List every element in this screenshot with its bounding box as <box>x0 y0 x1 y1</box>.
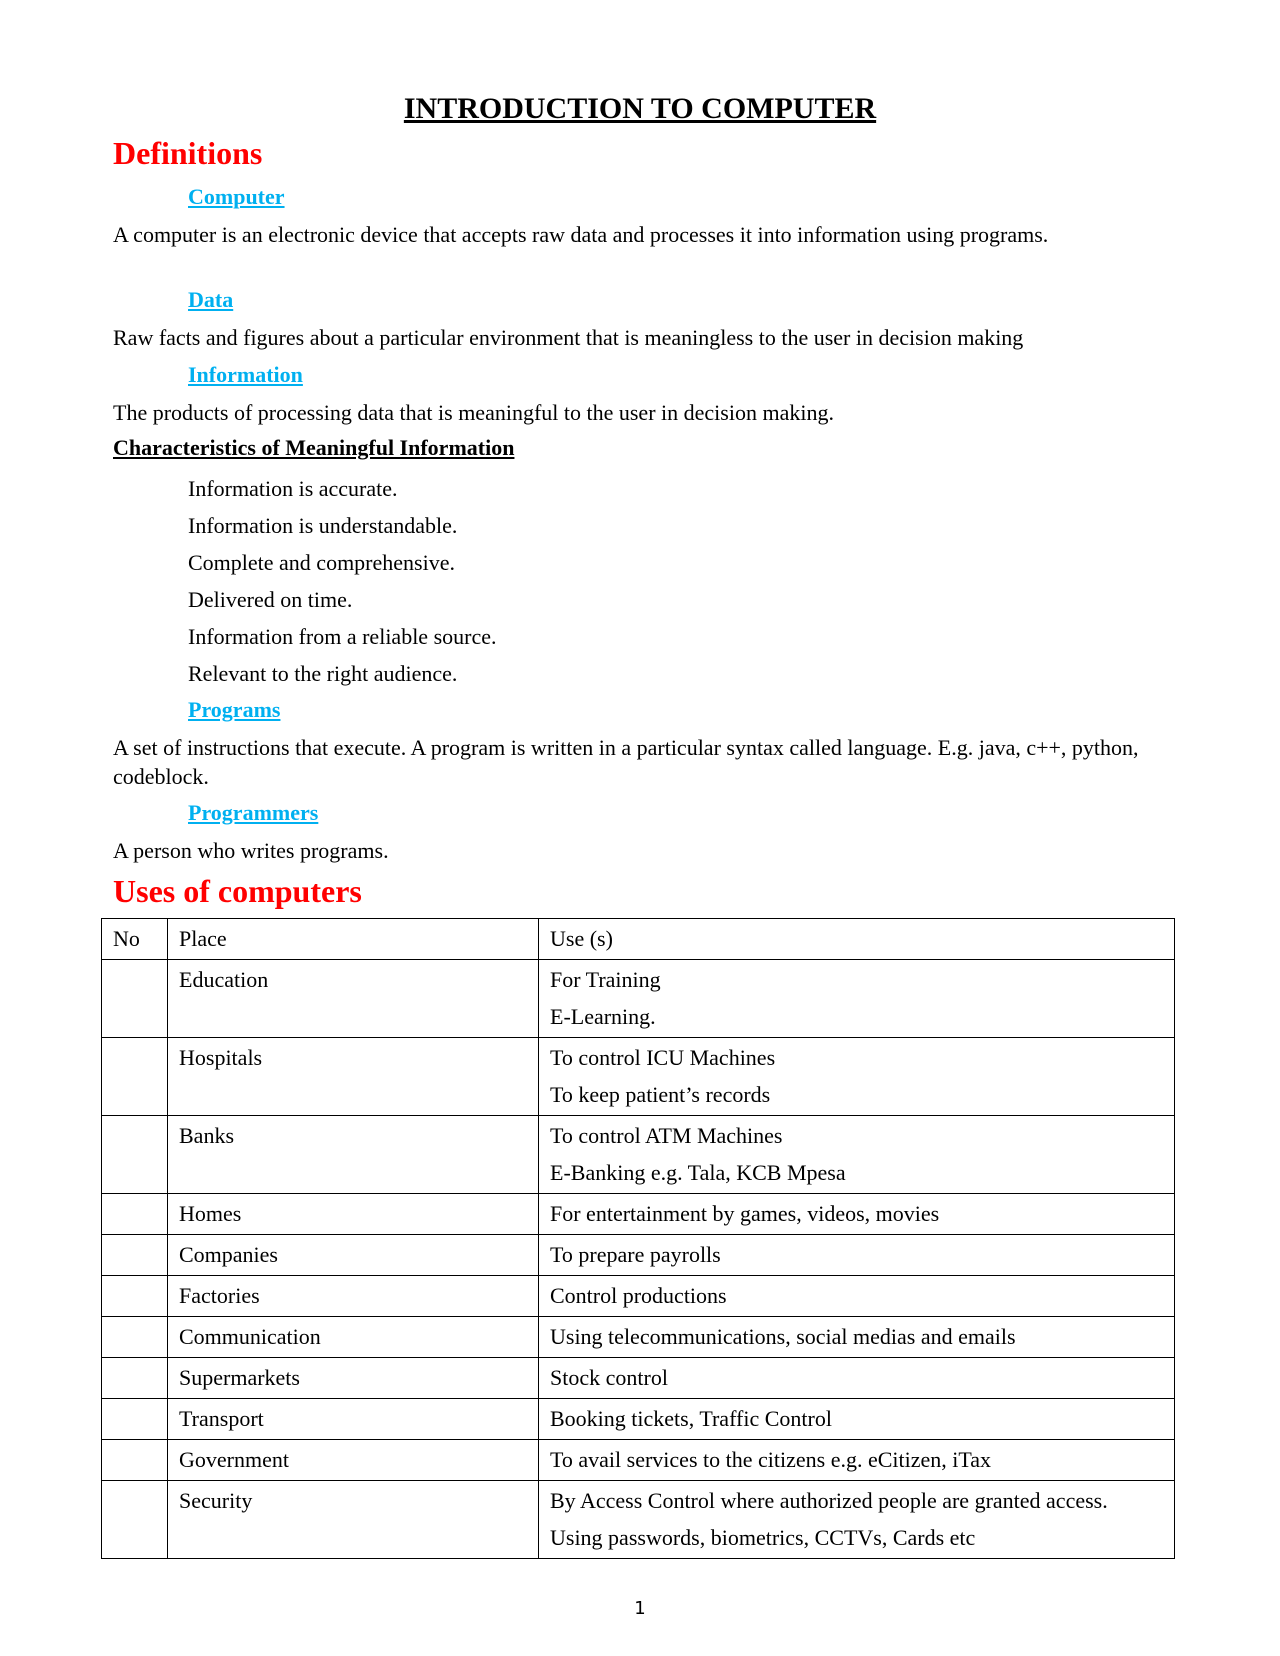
cell-uses <box>539 1235 1175 1276</box>
use-item: To keep patient’s records <box>550 1082 771 1107</box>
use-item: Stock control <box>550 1365 668 1390</box>
cell-no <box>102 1481 168 1559</box>
table-row <box>102 1317 1175 1358</box>
cell-no <box>102 1194 168 1235</box>
table-row <box>102 1194 1175 1235</box>
cell-no <box>102 1440 168 1481</box>
cell-place: Communication <box>168 1317 539 1358</box>
page-number: 1 <box>634 1598 646 1619</box>
term-computer: Computer <box>188 184 285 209</box>
table-row <box>102 1116 1175 1194</box>
list-item: Delivered on time. <box>188 587 353 612</box>
cell-place: Banks <box>168 1116 539 1194</box>
table-row <box>102 1440 1175 1481</box>
use-item: Control productions <box>550 1283 727 1308</box>
cell-place: Education <box>168 960 539 1038</box>
cell-no <box>102 960 168 1038</box>
table-row <box>102 1038 1175 1116</box>
definition-programs: A set of instructions that execute. A program is written in a particular syntax called language. E.g. java, c++, python, codeblock. <box>113 735 1139 789</box>
use-item: To control ICU Machines <box>550 1045 776 1070</box>
cell-uses <box>539 1194 1175 1235</box>
use-item: Using telecommunications, social medias and emails <box>550 1324 1016 1349</box>
term-programmers: Programmers <box>188 800 319 825</box>
cell-no <box>102 1235 168 1276</box>
table-row <box>102 960 1175 1038</box>
definition-computer: A computer is an electronic device that accepts raw data and processes it into information using programs. <box>113 222 1049 247</box>
cell-place: Hospitals <box>168 1038 539 1116</box>
use-item: To avail services to the citizens e.g. eCitizen, iTax <box>550 1447 992 1472</box>
cell-uses <box>539 1358 1175 1399</box>
cell-no <box>102 1399 168 1440</box>
table-row <box>102 1276 1175 1317</box>
cell-uses <box>539 1276 1175 1317</box>
document-title: INTRODUCTION TO COMPUTER <box>403 92 877 125</box>
cell-uses <box>539 1038 1175 1116</box>
use-item: By Access Control where authorized people are granted access. <box>550 1488 1108 1513</box>
use-item: E-Banking e.g. Tala, KCB Mpesa <box>550 1160 846 1185</box>
use-item: Booking tickets, Traffic Control <box>550 1406 832 1431</box>
use-item: Using passwords, biometrics, CCTVs, Cards etc <box>550 1525 976 1550</box>
cell-uses <box>539 1317 1175 1358</box>
cell-no <box>102 1317 168 1358</box>
cell-place: Companies <box>168 1235 539 1276</box>
cell-uses <box>539 1399 1175 1440</box>
list-item: Information from a reliable source. <box>188 624 497 649</box>
cell-no <box>102 1358 168 1399</box>
cell-no <box>102 1116 168 1194</box>
cell-place: Supermarkets <box>168 1358 539 1399</box>
list-item: Complete and comprehensive. <box>188 550 455 575</box>
column-header-place: Place <box>168 919 539 960</box>
definition-information: The products of processing data that is meaningful to the user in decision making. <box>113 400 834 425</box>
uses-table-body <box>102 960 1175 1559</box>
definitions-heading: Definitions <box>113 135 263 171</box>
column-header-use: Use (s) <box>539 919 1175 960</box>
cell-place: Factories <box>168 1276 539 1317</box>
characteristics-heading: Characteristics of Meaningful Information <box>113 435 515 460</box>
cell-no <box>102 1038 168 1116</box>
definition-programmers: A person who writes programs. <box>113 838 389 863</box>
table-row <box>102 1358 1175 1399</box>
cell-uses <box>539 1481 1175 1559</box>
table-row <box>102 1481 1175 1559</box>
cell-uses <box>539 1440 1175 1481</box>
cell-place: Homes <box>168 1194 539 1235</box>
table-row <box>102 1399 1175 1440</box>
use-item: For entertainment by games, videos, movies <box>550 1201 940 1226</box>
cell-place: Government <box>168 1440 539 1481</box>
cell-place: Security <box>168 1481 539 1559</box>
list-item: Information is accurate. <box>188 476 398 501</box>
cell-uses <box>539 960 1175 1038</box>
definition-data: Raw facts and figures about a particular environment that is meaningless to the user in decision making <box>113 325 1024 350</box>
use-item: E-Learning. <box>550 1004 656 1029</box>
term-information: Information <box>188 362 303 387</box>
use-item: For Training <box>550 967 661 992</box>
table-row <box>102 1235 1175 1276</box>
column-header-no: No <box>102 919 168 960</box>
use-item: To prepare payrolls <box>550 1242 721 1267</box>
cell-place: Transport <box>168 1399 539 1440</box>
term-data: Data <box>188 287 234 312</box>
term-programs: Programs <box>188 697 281 722</box>
list-item: Information is understandable. <box>188 513 458 538</box>
cell-no <box>102 1276 168 1317</box>
characteristics-list <box>188 474 496 696</box>
cell-uses <box>539 1116 1175 1194</box>
use-item: To control ATM Machines <box>550 1123 783 1148</box>
uses-table <box>101 918 1175 1559</box>
table-header-row <box>102 919 1175 960</box>
uses-heading: Uses of computers <box>113 873 362 909</box>
list-item: Relevant to the right audience. <box>188 661 458 686</box>
